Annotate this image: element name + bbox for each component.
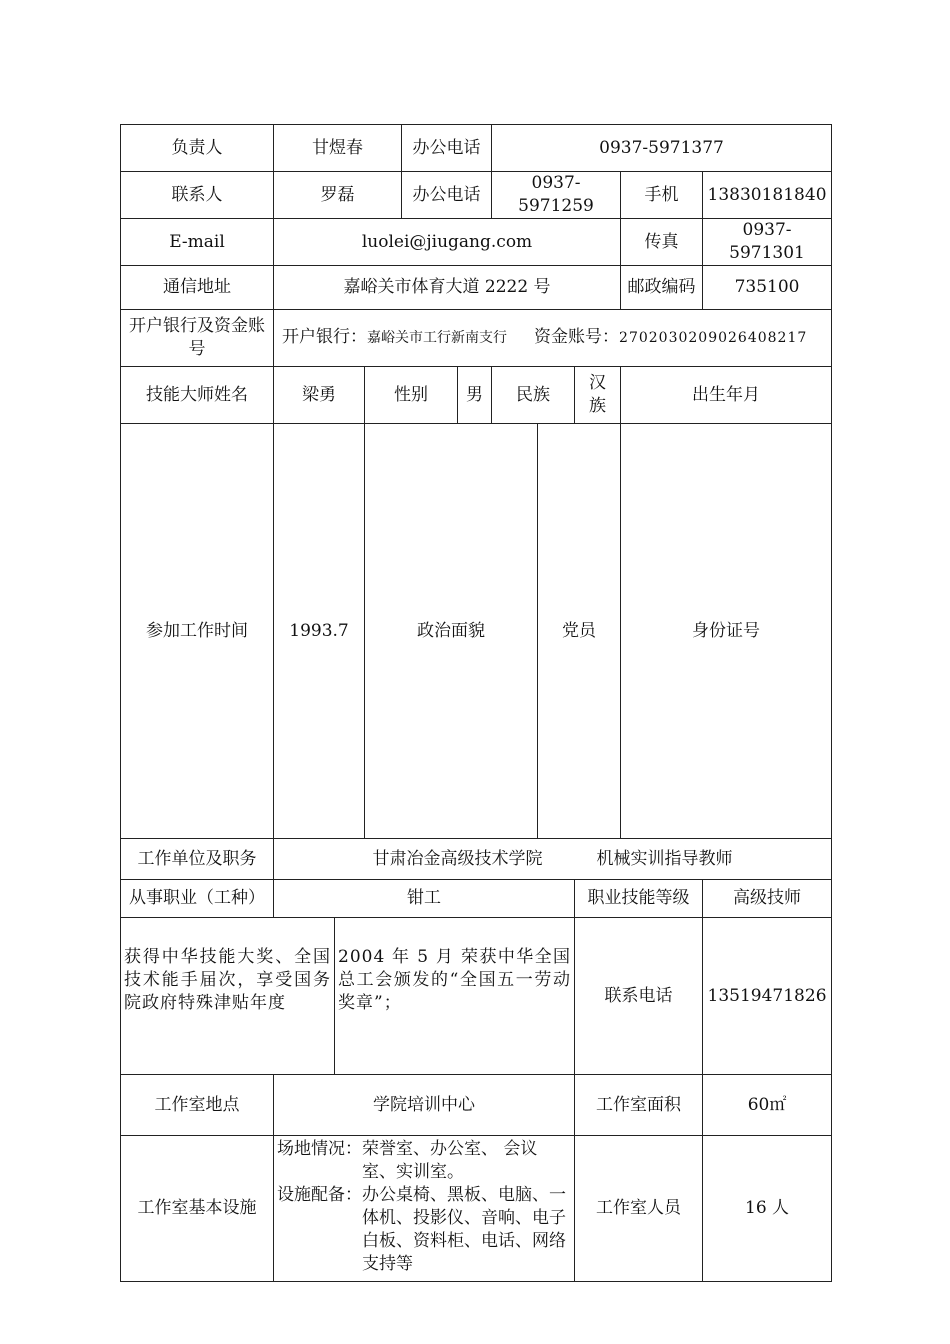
employer-name: 甘肃冶金高级技术学院	[372, 848, 543, 869]
value-postcode: 735100	[703, 266, 832, 310]
bank-label: 开户银行：	[282, 327, 367, 347]
value-studio-location: 学院培训中心	[274, 1075, 575, 1136]
row-master	[121, 367, 832, 424]
value-ethnicity: 汉族	[575, 367, 621, 424]
value-mobile: 13830181840	[703, 172, 832, 219]
row-bank	[121, 310, 832, 367]
value-leader: 甘煜春	[274, 125, 402, 172]
value-studio-area: 60㎡	[703, 1075, 832, 1136]
row-email	[121, 219, 832, 266]
label-studio-staff: 工作室人员	[575, 1136, 703, 1282]
label-bank-account: 开户银行及资金账号	[121, 310, 274, 367]
value-occupation: 钳工	[274, 880, 575, 918]
venue-line	[277, 1138, 571, 1184]
label-employer: 工作单位及职务	[121, 839, 274, 880]
label-political: 政治面貌	[365, 424, 538, 839]
venue-label: 场地情况：	[277, 1139, 362, 1159]
label-skill-level: 职业技能等级	[575, 880, 703, 918]
equipment-line	[277, 1184, 571, 1276]
value-address: 嘉峪关市体育大道 2222 号	[274, 266, 621, 310]
row-employer	[121, 839, 832, 880]
value-political: 党员	[538, 424, 621, 839]
value-studio-facilities	[274, 1136, 575, 1282]
account-label: 资金账号：	[534, 327, 620, 347]
label-contact-phone: 联系电话	[575, 918, 703, 1075]
label-mobile: 手机	[621, 172, 703, 219]
account-number: 2702030209026408217	[619, 330, 808, 346]
row-address	[121, 266, 832, 310]
row-work-start	[121, 424, 832, 839]
value-contact: 罗磊	[274, 172, 402, 219]
label-master-name: 技能大师姓名	[121, 367, 274, 424]
label-studio-location: 工作室地点	[121, 1075, 274, 1136]
label-awards: 获得中华技能大奖、全国技术能手届次，享受国务院政府特殊津贴年度	[121, 918, 335, 1075]
row-occupation	[121, 880, 832, 918]
venue-value: 荣誉室、办公室、 会议室、实训室。	[362, 1139, 538, 1182]
value-studio-staff: 16 人	[703, 1136, 832, 1282]
value-contact-phone: 13519471826	[703, 918, 832, 1075]
label-id: 身份证号	[621, 424, 832, 839]
label-birth: 出生年月	[621, 367, 832, 424]
label-postcode: 邮政编码	[621, 266, 703, 310]
value-awards: 2004 年 5 月 荣获中华全国总工会颁发的“全国五一劳动奖章”；	[335, 918, 575, 1075]
label-contact: 联系人	[121, 172, 274, 219]
row-studio-facilities	[121, 1136, 832, 1282]
row-contact	[121, 172, 832, 219]
label-work-start: 参加工作时间	[121, 424, 274, 839]
label-ethnicity: 民族	[492, 367, 575, 424]
value-office-phone: 0937-5971377	[492, 125, 832, 172]
label-gender: 性别	[365, 367, 458, 424]
label-contact-office-phone: 办公电话	[402, 172, 492, 219]
label-fax: 传真	[621, 219, 703, 266]
value-contact-office-phone: 0937-5971259	[492, 172, 621, 219]
row-awards	[121, 918, 832, 1075]
equipment-value: 办公桌椅、黑板、电脑、一体机、投影仪、音响、电子白板、资料柜、电话、网络支持等	[362, 1185, 566, 1274]
employer-position: 机械实训指导教师	[596, 848, 733, 869]
bank-name: 嘉峪关市工行新南支行	[367, 330, 507, 346]
value-bank-account	[274, 310, 832, 367]
label-leader: 负责人	[121, 125, 274, 172]
value-master-name: 梁勇	[274, 367, 365, 424]
value-work-start: 1993.7	[274, 424, 365, 839]
value-employer	[274, 839, 832, 880]
label-occupation: 从事职业（工种）	[121, 880, 274, 918]
label-email: E-mail	[121, 219, 274, 266]
label-address: 通信地址	[121, 266, 274, 310]
info-form-table	[120, 124, 832, 1282]
label-office-phone: 办公电话	[402, 125, 492, 172]
row-leader	[121, 125, 832, 172]
label-studio-facilities: 工作室基本设施	[121, 1136, 274, 1282]
equipment-label: 设施配备：	[277, 1185, 362, 1205]
value-email: luolei@jiugang.com	[274, 219, 621, 266]
value-fax: 0937-5971301	[703, 219, 832, 266]
row-studio-location	[121, 1075, 832, 1136]
value-skill-level: 高级技师	[703, 880, 832, 918]
value-gender: 男	[458, 367, 492, 424]
label-studio-area: 工作室面积	[575, 1075, 703, 1136]
